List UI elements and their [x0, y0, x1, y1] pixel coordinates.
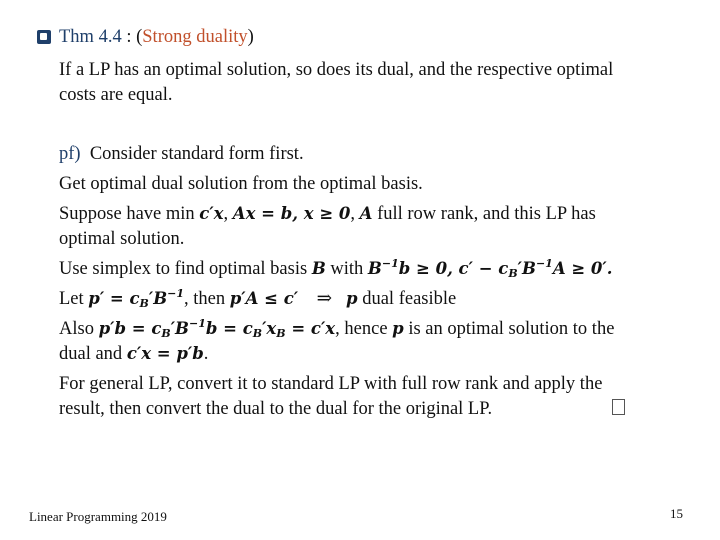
theorem-label: Thm 4.4 — [59, 27, 122, 47]
text-let: Let — [59, 289, 89, 309]
theorem-name: Strong duality — [142, 27, 248, 47]
math-optimality-condition: $B^{-1}b \ge 0$, $c' - c_B'B^{-1}A \ge 0'$. — [367, 257, 613, 280]
math-constraints: Ax = b, x ≥ 0 — [232, 204, 351, 223]
text-comma: , — [223, 204, 233, 224]
math-p: p — [392, 319, 404, 338]
math-feasibility: p′A ≤ c′ — [229, 289, 299, 308]
page-number: 15 — [670, 506, 683, 521]
proof-line-9: For general LP, convert it to standard LP with full row rank and apply the — [59, 374, 603, 394]
math-cost-equality: $p'b = c_B'B^{-1}b = c_B'x_B = c'x$ — [98, 317, 336, 340]
proof-line-2: Get optimal dual solution from the optimal basis. — [59, 174, 423, 194]
math-dual-def: $p' = c_B'B^{-1}$ — [88, 287, 185, 310]
math-objective: c′x — [199, 204, 224, 223]
theorem-sep: : ( — [121, 27, 143, 47]
implies-arrow-icon: ⇒ — [316, 289, 333, 309]
theorem-title — [59, 26, 254, 48]
bullet-square-icon — [37, 30, 51, 44]
text-comma: , — [350, 204, 360, 224]
proof-line-1 — [59, 143, 304, 165]
proof-line-6 — [59, 288, 456, 310]
proof-line-10: result, then convert the dual to the dual for the original LP. — [59, 399, 493, 419]
text-dual-feasible: dual feasible — [357, 289, 457, 309]
statement-line-2: costs are equal. — [59, 85, 173, 105]
text-dual-and: dual and — [59, 344, 127, 364]
math-final-equality: c′x = p′b — [126, 344, 204, 363]
text-full-row-rank: full row rank, and this LP has — [372, 204, 596, 224]
statement-line-1: If a LP has an optimal solution, so does its dual, and the respective optimal — [59, 60, 614, 80]
theorem-close: ) — [247, 27, 254, 47]
text-suppose: Suppose have min — [59, 204, 200, 224]
text-optimal-solution: is an optimal solution to the — [403, 319, 615, 339]
proof-line-3 — [59, 203, 596, 225]
proof-line-1-text: Consider standard form first. — [89, 144, 304, 164]
text-with: with — [325, 259, 368, 279]
proof-line-8 — [59, 343, 208, 365]
proof-line-4: optimal solution. — [59, 229, 185, 249]
text-hence: , hence — [335, 319, 393, 339]
math-p: p — [346, 289, 358, 308]
text-period: . — [203, 344, 209, 364]
math-matrix-a: A — [359, 204, 373, 223]
footer-course: Linear Programming 2019 — [29, 509, 167, 524]
text-use-simplex: Use simplex to find optimal basis — [59, 259, 312, 279]
math-basis-b: B — [311, 259, 326, 278]
proof-line-5 — [59, 258, 613, 280]
proof-label: pf) — [59, 144, 81, 164]
text-then: , then — [184, 289, 230, 309]
text-also: Also — [59, 319, 99, 339]
qed-square-icon — [612, 399, 625, 415]
proof-line-7 — [59, 318, 614, 340]
